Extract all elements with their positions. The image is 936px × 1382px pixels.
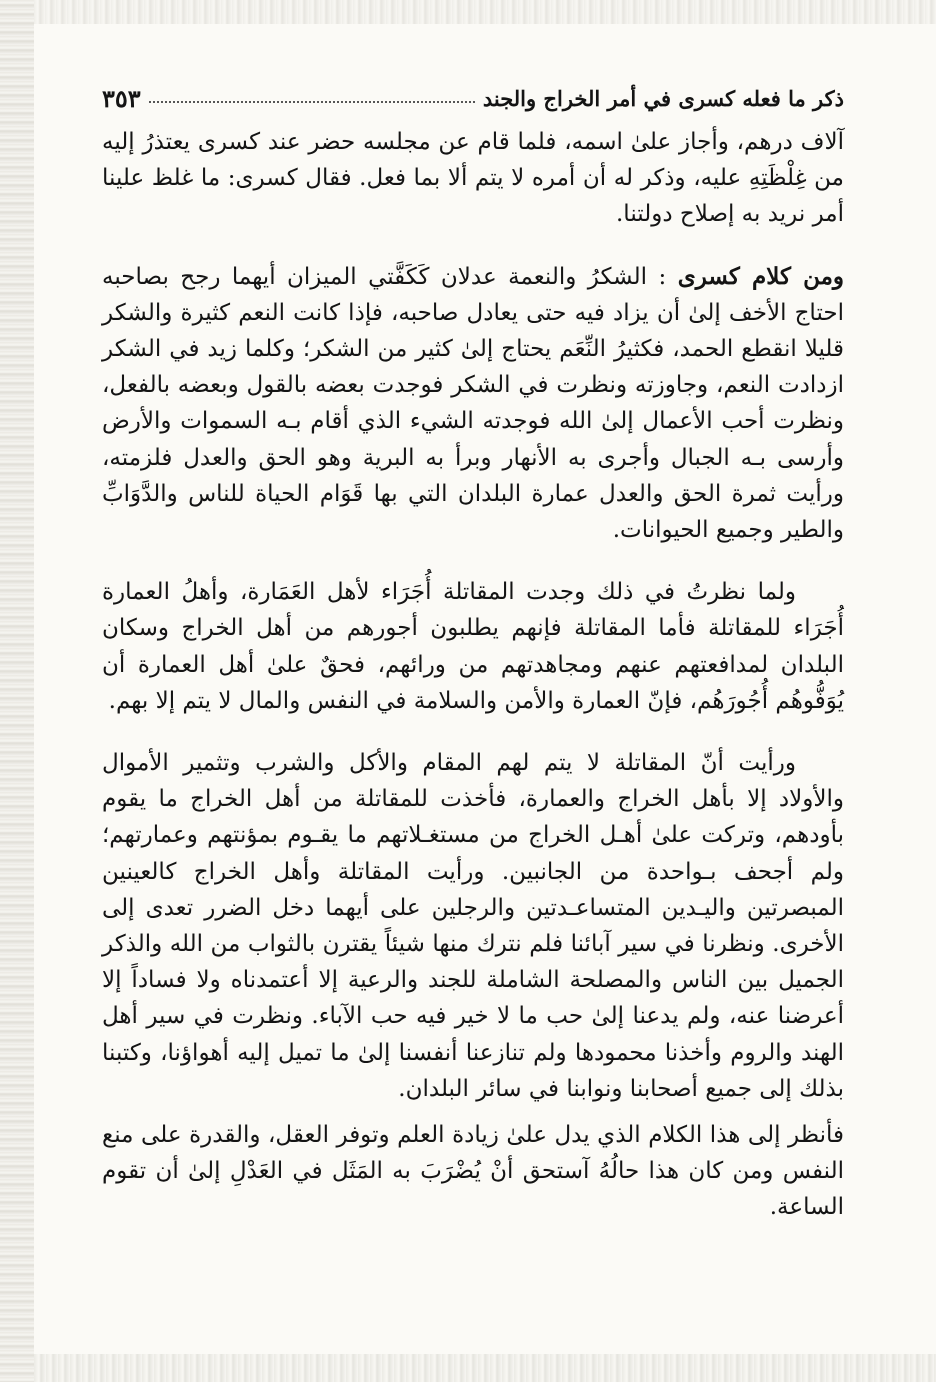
paragraph-text: : الشكرُ والنعمة عدلان كَكَفَّتي الميزان أيهما رجح بصاحبه احتاج الأخف إلىٰ أن يزاد فيه حتى يعادل صاحبه، فإذا كانت النعم كثيرة والشكر قليلا انقطع الحمد، فكثيرُ النِّعَم يحتاج إلىٰ كثير من الشكر؛ وكلما زيد في الشكر ازدادت النعم، وجاوزته ونظرت في الشكر فوجدت بعضه بالقول وبعضه بالفعل، ونظرت أحب الأعمال إلىٰ الله فوجدته الشيء الذي أقام بـه السموات والأرض وأرسى بـه الجبال وأجرى به الأنهار وبرأ به البرية وهو الحق والعدل فلزمته، ورأيت ثمرة الحق والعدل عمارة البلدان التي بها قَوَام الحياة للناس والدَّوَابِّ والطير وجميع الحيوانات. (102, 263, 844, 544)
paragraph-text: ورأيت أنّ المقاتلة لا يتم لهم المقام والأكل والشرب وتثمير الأموال والأولاد إلا بأهل الخراج والعمارة، فأخذت للمقاتلة من أهل الخراج ما يقوم بأودهم، وتركت علىٰ أهـل الخراج من مستغـلاتهم ما يقـوم بمؤنتهم وعمارتهم؛ ولم أجحف بـواحدة من الجانبين. ورأيت المقاتلة وأهل الخراج كالعينين المبصرتين واليـدين المتساعـدتين والرجلين على أيهما دخل الضرر تعدى إلى الأخرى. ونظرنا في سير آبائنا فلم نترك منها شيئاً يقترن بالثواب من الله والذكر الجميل بين الناس والمصلحة الشاملة للجند والرعية إلا أعتمدناه ولا فساداً إلا أعرضنا عنه، ولم يدعنا إلىٰ حب ما لا خير فيه حب الآباء. ونظرت في سير أهل الهند والروم وأخذنا محمودها ولم تنازعنا أنفسنا إلىٰ ما تميل إليه أهواؤنا، وكتبنا بذلك إلى جميع أصحابنا ونوابنا في سائر البلدان. (102, 750, 844, 1102)
paragraph-2 (102, 259, 844, 549)
page-body (102, 124, 844, 1226)
header-dotted-leader (149, 101, 475, 103)
paragraph-1 (102, 124, 844, 233)
paragraph-text: ولما نظرتُ في ذلك وجدت المقاتلة أُجَرَاء لأهل العَمَارة، وأهلُ العمارة أُجَرَاء للمقاتلة فأما المقاتلة فإنهم يطلبون أجورهم من أهل الخراج وسكان البلدان لمدافعتهم عنهم ومجاهدتهم من ورائهم، فحقٌ علىٰ أهل العمارة أن يُوَفُّوهُم أُجُورَهُم، فإنّ العمارة والأمن والسلامة في النفس والمال لا يتم إلا بهم. (102, 579, 844, 714)
page-number: ٣٥٣ (102, 83, 141, 113)
paragraph-5 (102, 1117, 844, 1226)
scan-edge-bottom (34, 1354, 936, 1382)
scan-edge-top (34, 0, 936, 24)
scan-edge-left (0, 0, 34, 1382)
running-title: ذكر ما فعله كسرى في أمر الخراج والجند (482, 85, 844, 111)
paragraph-lead: ومن كلام كسرى (677, 262, 844, 290)
paragraph-gap (102, 719, 844, 745)
paragraph-text: فأنظر إلى هذا الكلام الذي يدل علىٰ زيادة العلم وتوفر العقل، والقدرة على منع النفس ومن كان هذا حالُهُ آستحق أنْ يُضْرَبَ به المَثَل في العَدْلِ إلىٰ أن تقوم الساعة. (102, 1122, 844, 1221)
paragraph-text: آلاف درهم، وأجاز علىٰ اسمه، فلما قام عن مجلسه حضر عند كسرى يعتذرُ إليه من غِلْظَتِهِ عليه، وذكر له أن أمره لا يتم ألا بما فعل. فقال كسرى: ما غلظ علينا أمر نريد به إصلاح دولتنا. (102, 129, 844, 228)
paragraph-gap (102, 1107, 844, 1117)
paragraph-3 (102, 574, 844, 719)
paragraph-4 (102, 745, 844, 1107)
paragraph-gap (102, 233, 844, 259)
paragraph-gap (102, 548, 844, 574)
page-header (102, 78, 844, 118)
